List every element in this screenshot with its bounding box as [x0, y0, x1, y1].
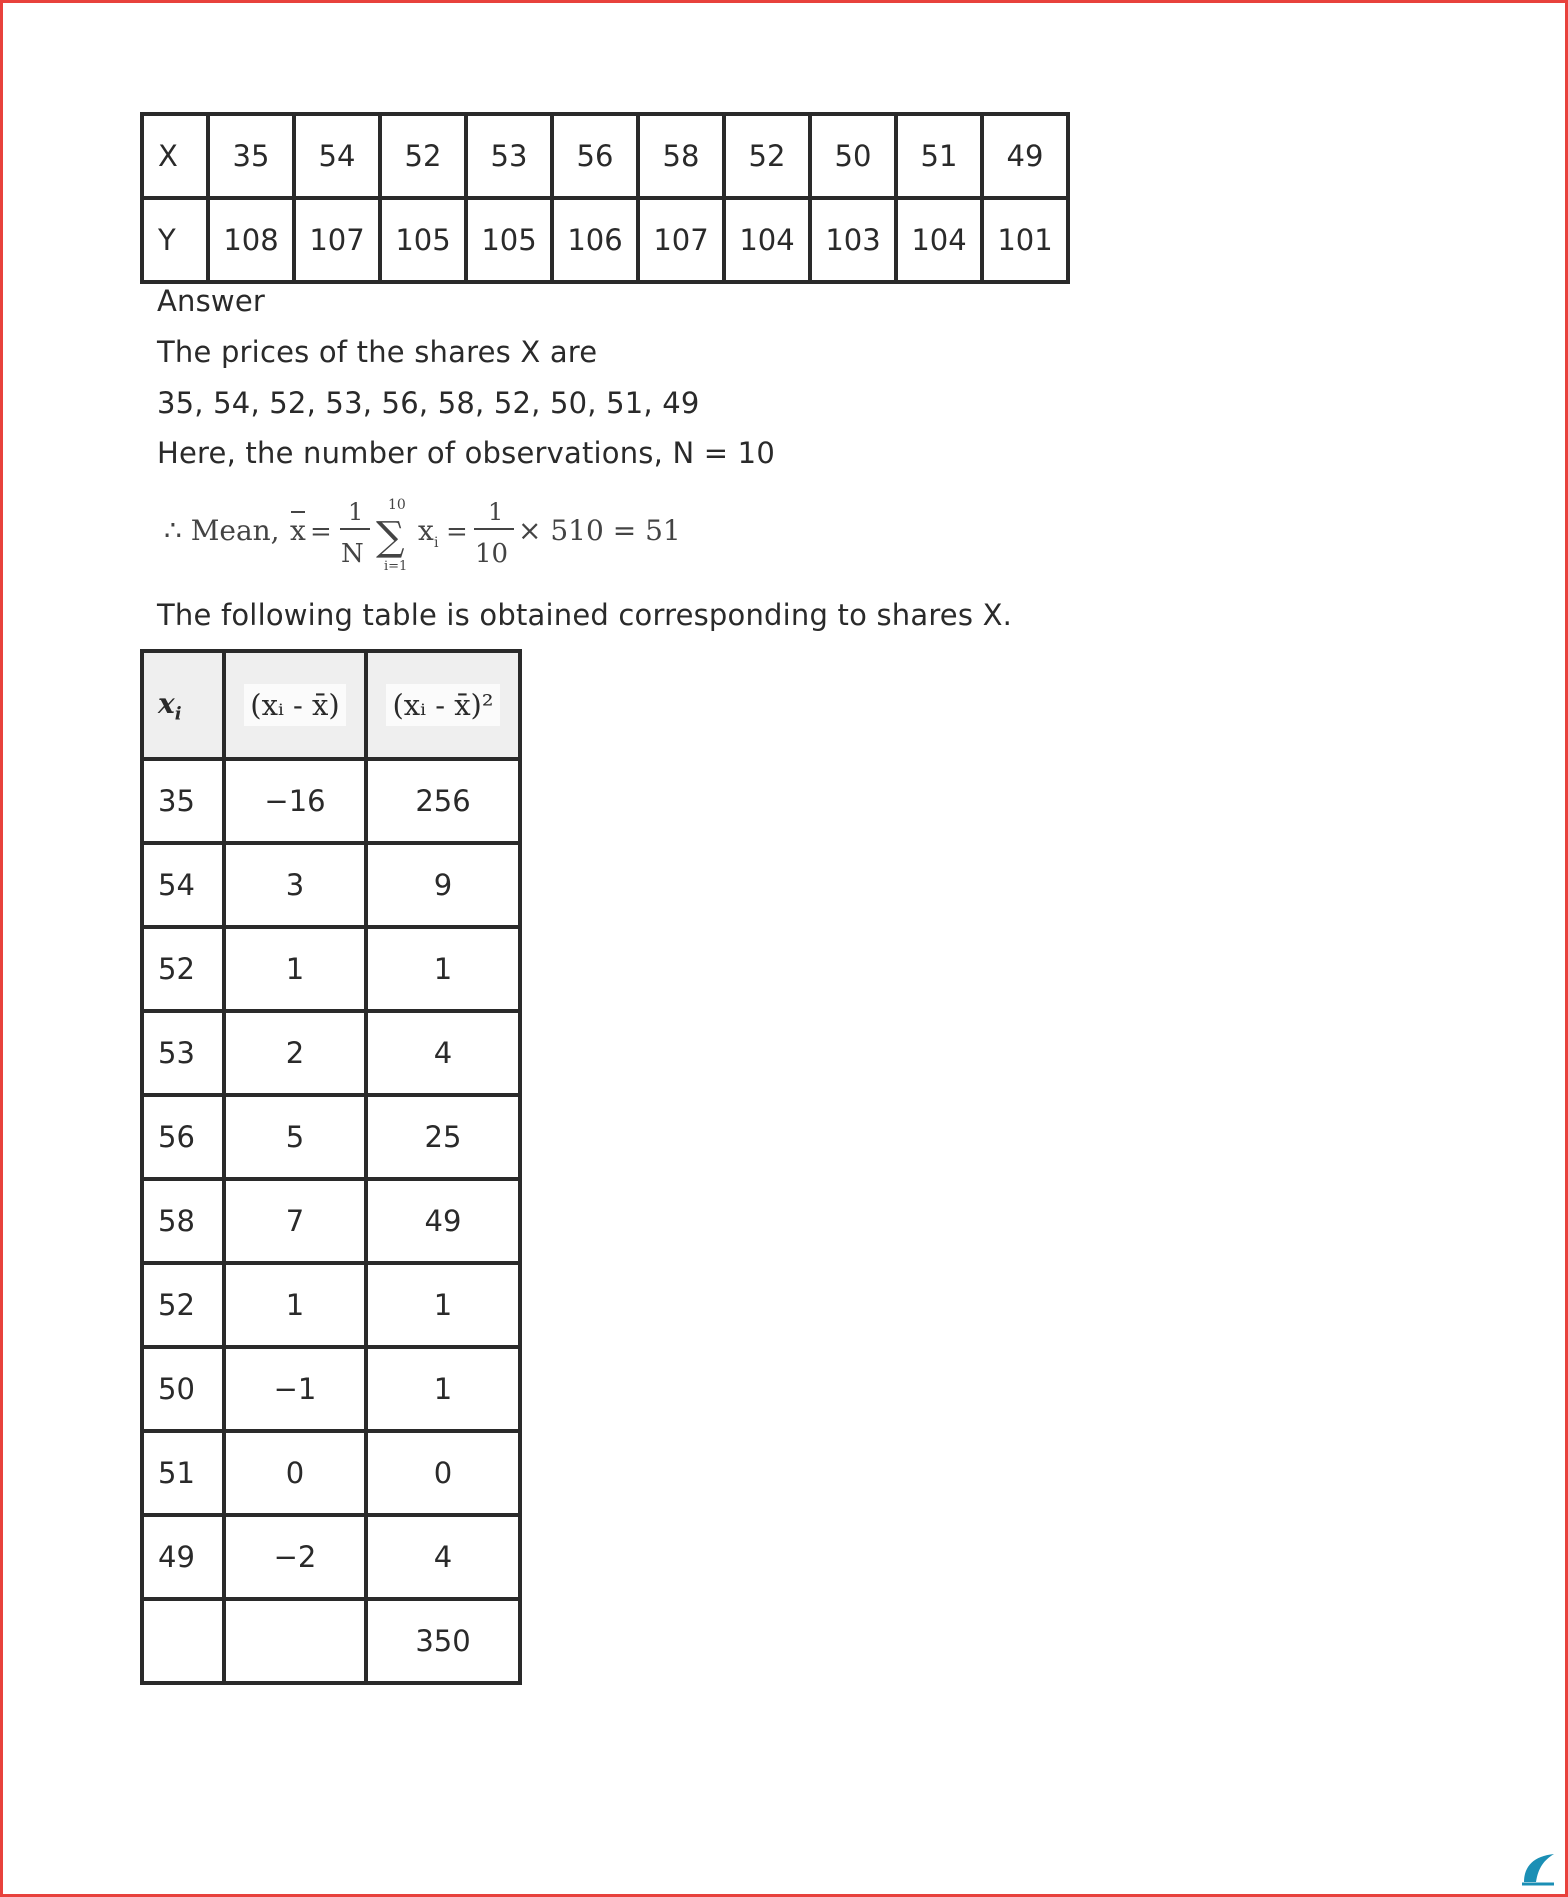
cell-deviation-squared: 1 [366, 927, 520, 1011]
sum-lower: i=1 [384, 559, 408, 574]
header-xi-sub: i [174, 703, 182, 725]
cell-xi: 49 [142, 1515, 224, 1599]
cell-deviation-squared: 0 [366, 1431, 520, 1515]
table-row [142, 1263, 520, 1347]
deviation-table [140, 649, 522, 1685]
table-row-x [142, 114, 1068, 198]
table-row [142, 1431, 520, 1515]
formula-eq-2: = [446, 517, 468, 547]
text-line-following: The following table is obtained corresponding to shares X. [157, 598, 1013, 632]
text-line-observations: Here, the number of observations, N = 10 [157, 436, 775, 470]
formula-one-2: 1 [488, 498, 504, 526]
table-cell: 105 [380, 198, 466, 282]
table-cell: 107 [294, 198, 380, 282]
cell-deviation: −16 [224, 759, 366, 843]
cell-deviation-squared: 1 [366, 1263, 520, 1347]
table-row [142, 1011, 520, 1095]
header-xi-label: x [158, 686, 175, 720]
table-cell: 51 [896, 114, 982, 198]
cell-xi: 52 [142, 927, 224, 1011]
table-cell: 49 [982, 114, 1068, 198]
formula-xi: x [418, 514, 434, 547]
header-deviation-squared [366, 651, 520, 759]
table-cell: 35 [208, 114, 294, 198]
table-row [142, 927, 520, 1011]
cell-deviation: 1 [224, 1263, 366, 1347]
formula-result: × 510 = 51 [518, 514, 681, 547]
formula-prefix: ∴ Mean, [164, 514, 280, 547]
cell-deviation: 0 [224, 1431, 366, 1515]
cell-deviation-squared: 1 [366, 1347, 520, 1431]
table-row [142, 1347, 520, 1431]
row-label-y: Y [142, 198, 208, 282]
formula-eq-1: = [310, 517, 332, 547]
table-cell: 101 [982, 198, 1068, 282]
cell-total-sum: 350 [366, 1599, 520, 1683]
table-cell: 54 [294, 114, 380, 198]
cell-xi [142, 1599, 224, 1683]
cell-deviation: 7 [224, 1179, 366, 1263]
header-deviation-squared-label: (xᵢ - x̄)² [386, 684, 499, 726]
table-header-row [142, 651, 520, 759]
text-line-prices: The prices of the shares X are [157, 335, 598, 369]
table-cell: 105 [466, 198, 552, 282]
cell-deviation-squared: 25 [366, 1095, 520, 1179]
cell-deviation: −2 [224, 1515, 366, 1599]
cell-xi: 51 [142, 1431, 224, 1515]
formula-one: 1 [348, 498, 364, 526]
table-cell: 52 [724, 114, 810, 198]
table-row-y [142, 198, 1068, 282]
table-cell: 56 [552, 114, 638, 198]
formula-N: N [341, 539, 364, 569]
table-row [142, 1179, 520, 1263]
table-cell: 52 [380, 114, 466, 198]
sum-upper: 10 [388, 497, 406, 513]
cell-xi: 35 [142, 759, 224, 843]
table-row [142, 843, 520, 927]
cell-deviation: 2 [224, 1011, 366, 1095]
table-row [142, 759, 520, 843]
table-cell: 103 [810, 198, 896, 282]
table-cell: 58 [638, 114, 724, 198]
table-cell: 53 [466, 114, 552, 198]
cell-xi: 54 [142, 843, 224, 927]
table-cell: 108 [208, 198, 294, 282]
xy-data-table [140, 112, 1070, 284]
text-line-values: 35, 54, 52, 53, 56, 58, 52, 50, 51, 49 [157, 386, 700, 420]
cell-xi: 56 [142, 1095, 224, 1179]
cell-deviation-squared: 4 [366, 1515, 520, 1599]
cell-deviation: 1 [224, 927, 366, 1011]
table-cell: 107 [638, 198, 724, 282]
formula-ten: 10 [475, 539, 509, 569]
answer-heading: Answer [157, 284, 266, 318]
sigma-symbol: ∑ [376, 514, 405, 560]
cell-deviation: −1 [224, 1347, 366, 1431]
cell-deviation-squared: 4 [366, 1011, 520, 1095]
cell-deviation-squared: 256 [366, 759, 520, 843]
row-label-x: X [142, 114, 208, 198]
header-xi [142, 651, 224, 759]
table-cell: 106 [552, 198, 638, 282]
table-row [142, 1095, 520, 1179]
formula-sub-i: i [434, 535, 439, 551]
cell-deviation-squared: 49 [366, 1179, 520, 1263]
header-deviation [224, 651, 366, 759]
table-row [142, 1515, 520, 1599]
cell-deviation: 5 [224, 1095, 366, 1179]
table-cell: 104 [724, 198, 810, 282]
table-cell: 104 [896, 198, 982, 282]
cell-xi: 52 [142, 1263, 224, 1347]
table-cell: 50 [810, 114, 896, 198]
mean-formula [162, 495, 682, 577]
table-total-row [142, 1599, 520, 1683]
formula-xbar: x [290, 514, 306, 547]
toppr-logo-icon [1518, 1848, 1558, 1888]
cell-xi: 53 [142, 1011, 224, 1095]
cell-xi: 50 [142, 1347, 224, 1431]
cell-deviation-squared: 9 [366, 843, 520, 927]
header-deviation-label: (xᵢ - x̄) [244, 684, 345, 726]
cell-deviation [224, 1599, 366, 1683]
cell-xi: 58 [142, 1179, 224, 1263]
cell-deviation: 3 [224, 843, 366, 927]
